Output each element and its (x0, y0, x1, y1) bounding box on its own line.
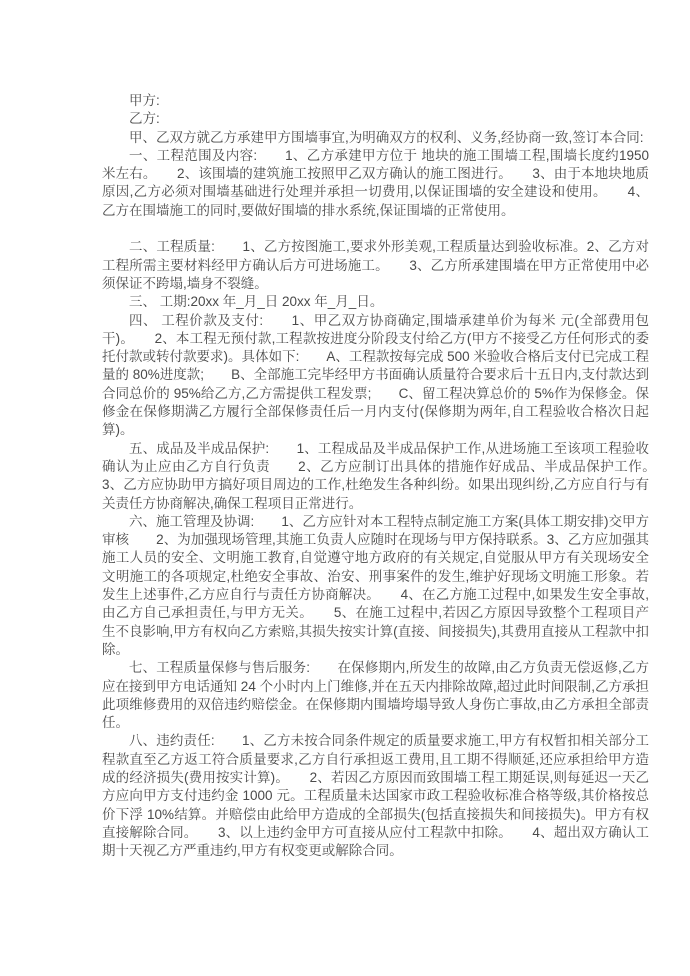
contract-paragraph: 乙方: (129, 111, 160, 127)
contract-paragraph: 一、工程范围及内容: 1、乙方承建甲方位于 地块的施工围墙工程,围墙长度约1950 米左右。 2、该围墙的建筑施工按照甲乙双方确认的施工图进行。 3、由于本地块地质原因,乙方必须对围墙基础进行处理并承担一切费用,以保证围墙的安全建设和使用。 4、乙方在围墙施工的同时,要做好围墙的排水系统,保证围墙的正常使用。 (102, 147, 653, 218)
contract-paragraph: 八、违约责任: 1、乙方未按合同条件规定的质量要求施工,甲方有权暂扣相关部分工程款直至乙方返工符合质量要求,乙方自行承担返工费用,且工期不得顺延,还应承担给甲方造成的经济损失(费用按实计算)。 2、若因乙方原因而致围墙工程工期延误,则每延迟一天乙方应向甲方支付违约金 1000 元。工程质量未达国家市政工程验收标准合格等级,其价格按总价下浮 10%结算。并赔偿由此给甲方造成的全部损失(包括直接损失和间接损失)。甲方有权直接解除合同。 3、以上违约金甲方可直接从应付工程款中扣除。 4、超出双方确认工期十天视乙方严重违约,甲方有权变更或解除合同。 (102, 733, 649, 859)
contract-paragraph: 七、工程质量保修与售后服务: 在保修期内,所发生的故障,由乙方负责无偿返修,乙方应在接到甲方电话通知 24 个小时内上门维修,并在五天内排除故障,超过此时间限制,乙方承担此项维修费用的双倍违约赔偿金。在保修期内围墙垮塌导致人身伤亡事故,由乙方承担全部责任。 (102, 660, 649, 731)
contract-paragraph: 三、 工期:20xx 年_月_日 20xx 年_月_日。 (129, 294, 384, 310)
contract-paragraph: 甲、乙双方就乙方承建甲方围墙事宜,为明确双方的权利、义务,经协商一致,签订本合同: (129, 129, 644, 145)
contract-text (102, 92, 676, 860)
contract-paragraph: 五、成品及半成品保护: 1、工程成品及半成品保护工作,从进场施工至该项工程验收确认为止应由乙方自行负责 2、乙方应制订出具体的措施作好成品、半成品保护工作。 3、乙方应协助甲方搞好项目周边的工作,杜绝发生各种纠纷。如果出现纠纷,乙方应自行与有关责任方协商解决,确保工程项目正常进行。 (102, 440, 676, 511)
contract-paragraph: 二、工程质量: 1、乙方按图施工,要求外形美观,工程质量达到验收标准。2、乙方对工程所需主要材料经甲方确认后方可进场施工。 3、乙方所承建围墙在甲方正常使用中必须保证不跨塌,墙身不裂缝。 (102, 239, 649, 291)
contract-paragraph: 甲方: (129, 93, 160, 108)
contract-paragraph: 六、施工管理及协调: 1、乙方应针对本工程特点制定施工方案(具体工期安排)交甲方审核 2、为加强现场管理,其施工负责人应随时在现场与甲方保持联系。3、乙方应加强其施工人员的安全、文明施工教育,自觉遵守地方政府的有关规定,自觉服从甲方有关现场安全文明施工的各项规定,杜绝安全事故、治安、刑事案件的发生,维护好现场文明施工形象。若发生上述事件,乙方应自行与责任方协商解决。 4、在乙方施工过程中,如果发生安全事故,由乙方自己承担责任,与甲方无关。 5、在施工过程中,若因乙方原因导致整个工程项目产生不良影响,甲方有权向乙方索赔,其损失按实计算(直接、间接损失),其费用直接从工程款中扣除。 (102, 513, 649, 657)
contract-paragraph: 四、 工程价款及支付: 1、甲乙双方协商确定,围墙承建单价为每米 元(全部费用包干)。 2、本工程无预付款,工程款按进度分阶段支付给乙方(甲方不接受乙方任何形式的委托付款或转付款要求)。具体如下: A、工程款按每完成 500 米验收合格后支付已完成工程量的 80%进度款; B、全部施工完毕经甲方书面确认质量符合要求后十五日内,支付款达到合同总价的 95%给乙方,乙方需提供工程发票; C、留工程决算总价的 5%作为保修金。保修金在保修期满乙方履行全部保修责任后一月内支付(保修期为两年,自工程验收合格次日起算)。 (102, 312, 649, 438)
contract-paragraph (102, 220, 649, 238)
